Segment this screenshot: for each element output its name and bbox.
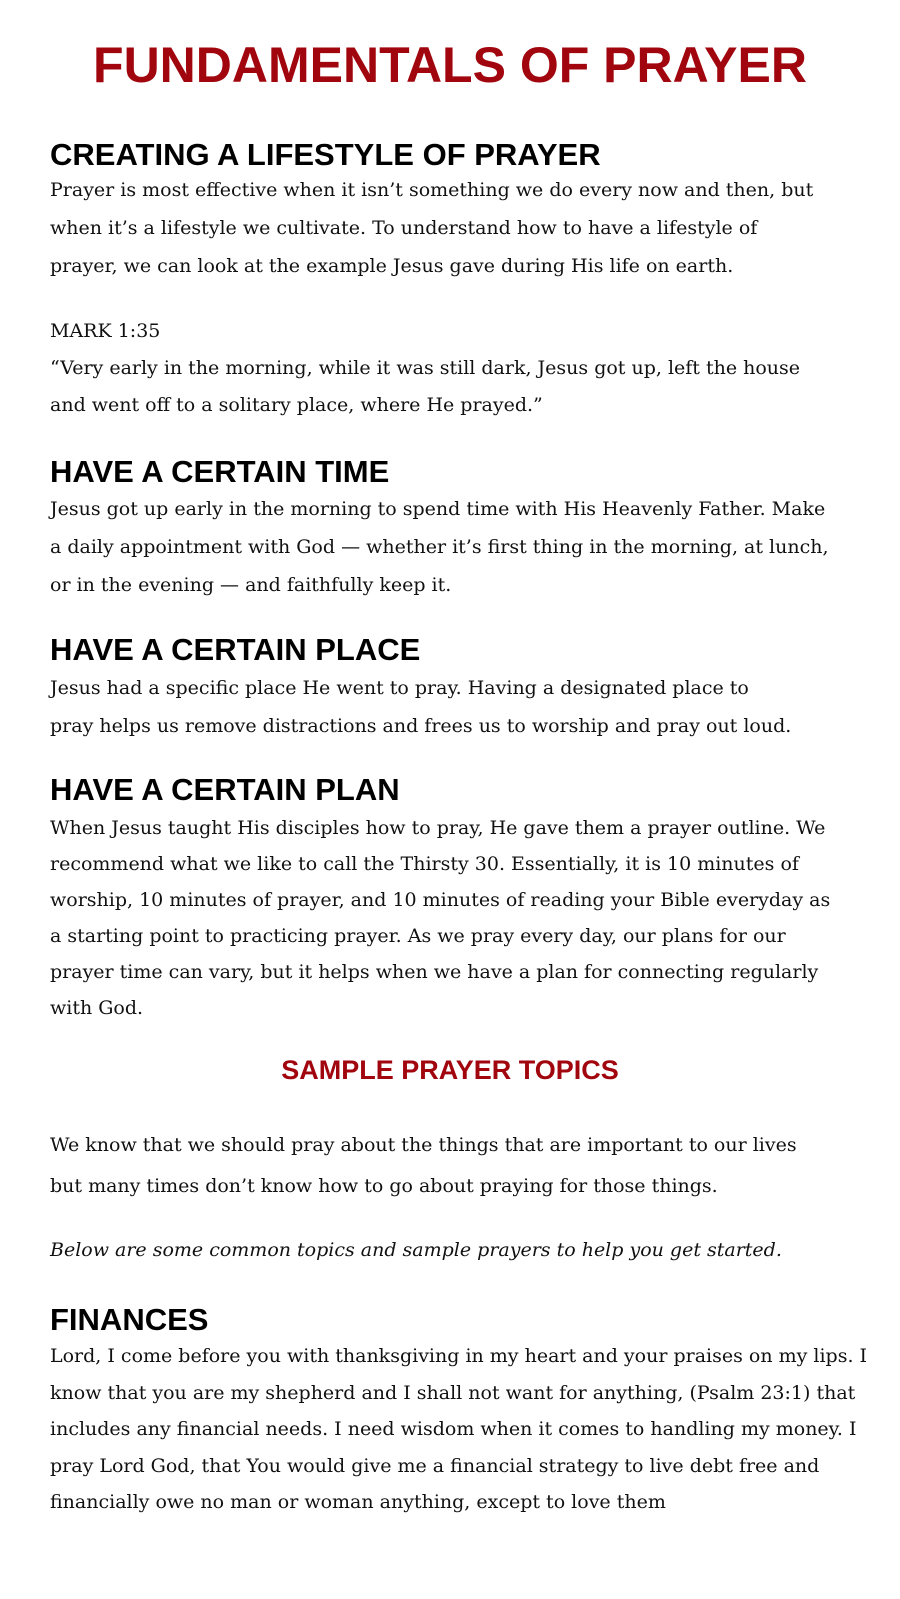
text-line: a daily appointment with God — whether it’s first thing in the morning, at lunch, xyxy=(50,536,829,558)
text-line: a starting point to practicing prayer. As we pray every day, our plans for our xyxy=(50,925,786,947)
text-line: prayer, we can look at the example Jesus gave during His life on earth. xyxy=(50,255,734,277)
heading-certain-place: HAVE A CERTAIN PLACE xyxy=(50,632,421,667)
text-line: know that you are my shepherd and I shall not want for anything, (Psalm 23:1) that xyxy=(50,1381,856,1404)
paragraph-topics-intro xyxy=(50,1125,880,1207)
heading-certain-time: HAVE A CERTAIN TIME xyxy=(50,454,390,489)
paragraph-certain-plan xyxy=(50,810,880,1026)
text-line: and went off to a solitary place, where He prayed.” xyxy=(50,394,543,416)
paragraph-certain-time xyxy=(50,490,880,604)
text-line: recommend what we like to call the Thirsty 30. Essentially, it is 10 minutes of xyxy=(50,853,799,875)
paragraph-lifestyle xyxy=(50,171,880,285)
heading-lifestyle: CREATING A LIFESTYLE OF PRAYER xyxy=(50,137,601,172)
text-line: MARK 1:35 xyxy=(50,320,161,342)
text-line: Lord, I come before you with thanksgiving in my heart and your praises on my lips. I xyxy=(50,1345,868,1367)
text-line: “Very early in the morning, while it was still dark, Jesus got up, left the house xyxy=(50,357,801,379)
text-line: worship, 10 minutes of prayer, and 10 minutes of reading your Bible everyday as xyxy=(50,889,831,911)
text-line: Jesus had a specific place He went to pray. Having a designated place to xyxy=(50,677,749,699)
heading-certain-plan: HAVE A CERTAIN PLAN xyxy=(50,772,400,807)
text-line: but many times don’t know how to go about praying for those things. xyxy=(50,1175,718,1197)
heading-sample-prayer-topics: SAMPLE PRAYER TOPICS xyxy=(281,1055,619,1085)
text-line: financially owe no man or woman anything, except to love them xyxy=(50,1491,666,1513)
paragraph-topics-italic xyxy=(50,1231,880,1269)
text-line: pray helps us remove distractions and frees us to worship and pray out loud. xyxy=(50,715,792,737)
text-line: When Jesus taught His disciples how to pray, He gave them a prayer outline. We xyxy=(50,817,826,839)
text-line: or in the evening — and faithfully keep it. xyxy=(50,574,452,596)
text-line: with God. xyxy=(50,997,144,1019)
text-line: pray Lord God, that You would give me a financial strategy to live debt free and xyxy=(50,1454,820,1477)
text-line: Prayer is most effective when it isn’t something we do every now and then, but xyxy=(50,179,814,201)
scripture-mark-1-35 xyxy=(50,313,880,424)
text-line: prayer time can vary, but it helps when we have a plan for connecting regularly xyxy=(50,961,819,983)
paragraph-certain-place xyxy=(50,669,880,745)
heading-finances: FINANCES xyxy=(50,1302,209,1337)
text-line: Below are some common topics and sample prayers to help you get started. xyxy=(50,1239,782,1261)
text-line: includes any financial needs. I need wisdom when it comes to handling my money. I xyxy=(50,1418,857,1440)
text-line: Jesus got up early in the morning to spend time with His Heavenly Father. Make xyxy=(50,498,826,520)
page-title: FUNDAMENTALS OF PRAYER xyxy=(93,37,807,93)
paragraph-finances xyxy=(50,1338,880,1521)
text-line: We know that we should pray about the things that are important to our lives xyxy=(50,1134,797,1156)
text-line: when it’s a lifestyle we cultivate. To understand how to have a lifestyle of xyxy=(50,217,758,239)
